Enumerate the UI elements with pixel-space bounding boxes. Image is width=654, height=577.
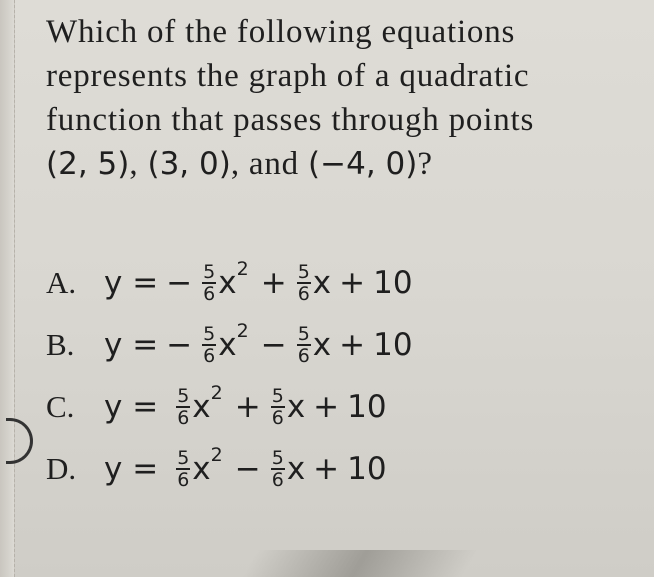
question-line-3: function that passes through points <box>46 102 535 138</box>
variable-x: x <box>286 451 306 487</box>
question-line-4 <box>46 142 646 186</box>
option-letter: A. <box>46 265 77 300</box>
fraction-denominator: 6 <box>177 407 190 429</box>
question-mark: ? <box>417 146 433 182</box>
equation-lhs: y = <box>104 389 159 425</box>
fraction-denominator: 6 <box>203 283 216 305</box>
fraction-numerator: 5 <box>297 261 310 283</box>
fraction-numerator: 5 <box>177 447 190 469</box>
option-letter: B. <box>46 327 75 362</box>
fraction-numerator: 5 <box>177 385 190 407</box>
shadow <box>242 550 478 577</box>
fraction-denominator: 6 <box>177 469 190 491</box>
comma: , <box>129 146 139 182</box>
pencil-mark <box>6 418 33 464</box>
variable-x: x <box>192 451 211 487</box>
question-line-2: represents the graph of a quadratic <box>46 58 530 94</box>
fraction-denominator: 6 <box>203 345 216 367</box>
operator-c: + <box>339 265 366 301</box>
constant: 10 <box>373 265 413 301</box>
exponent: 2 <box>210 382 223 404</box>
equation-lhs: y = <box>104 451 159 487</box>
fraction-numerator: 5 <box>271 385 284 407</box>
fraction-numerator: 5 <box>297 323 310 345</box>
operator-b: − <box>234 451 261 487</box>
operator-c: + <box>339 327 366 363</box>
option-equation <box>104 320 413 367</box>
operator-b: + <box>260 265 287 301</box>
option-equation <box>104 444 387 491</box>
variable-x: x <box>218 327 237 363</box>
and-text: , and <box>230 146 299 182</box>
page-binding-edge <box>0 0 15 577</box>
equation-lhs: y = <box>104 265 159 301</box>
fraction-a <box>176 386 190 428</box>
fraction-b <box>297 324 311 366</box>
fraction-numerator: 5 <box>203 323 216 345</box>
question-stem <box>46 10 646 186</box>
fraction-a <box>202 324 216 366</box>
option-letter: C. <box>46 389 75 424</box>
fraction-numerator: 5 <box>203 261 216 283</box>
constant: 10 <box>347 389 387 425</box>
variable-x: x <box>312 327 332 363</box>
fraction-numerator: 5 <box>271 447 284 469</box>
option-letter: D. <box>46 451 77 486</box>
point-3: (−4, 0) <box>308 146 418 182</box>
variable-x: x <box>312 265 332 301</box>
option-equation <box>104 382 387 429</box>
fraction-denominator: 6 <box>271 407 284 429</box>
equation-lhs: y = <box>104 327 159 363</box>
fraction-b <box>297 262 311 304</box>
operator-b: + <box>234 389 261 425</box>
operator-b: − <box>260 327 287 363</box>
point-2: (3, 0) <box>147 146 231 182</box>
fraction-denominator: 6 <box>297 283 310 305</box>
fraction-denominator: 6 <box>271 469 284 491</box>
option-equation <box>104 258 413 305</box>
option-d[interactable] <box>46 438 646 500</box>
operator-c: + <box>313 389 340 425</box>
option-b[interactable] <box>46 314 646 376</box>
fraction-a <box>176 448 190 490</box>
operator-c: + <box>313 451 340 487</box>
fraction-b <box>271 448 285 490</box>
leading-sign: − <box>166 327 193 363</box>
option-a[interactable] <box>46 252 646 314</box>
variable-x: x <box>286 389 306 425</box>
exponent: 2 <box>236 320 249 342</box>
constant: 10 <box>347 451 387 487</box>
fraction-a <box>202 262 216 304</box>
option-c[interactable] <box>46 376 646 438</box>
variable-x: x <box>218 265 237 301</box>
constant: 10 <box>373 327 413 363</box>
exponent: 2 <box>210 444 223 466</box>
variable-x: x <box>192 389 211 425</box>
fraction-b <box>271 386 285 428</box>
fraction-denominator: 6 <box>297 345 310 367</box>
answer-options <box>46 252 646 500</box>
question-line-1: Which of the following equations <box>46 14 516 50</box>
leading-sign: − <box>166 265 193 301</box>
exponent: 2 <box>236 258 249 280</box>
point-1: (2, 5) <box>46 146 130 182</box>
